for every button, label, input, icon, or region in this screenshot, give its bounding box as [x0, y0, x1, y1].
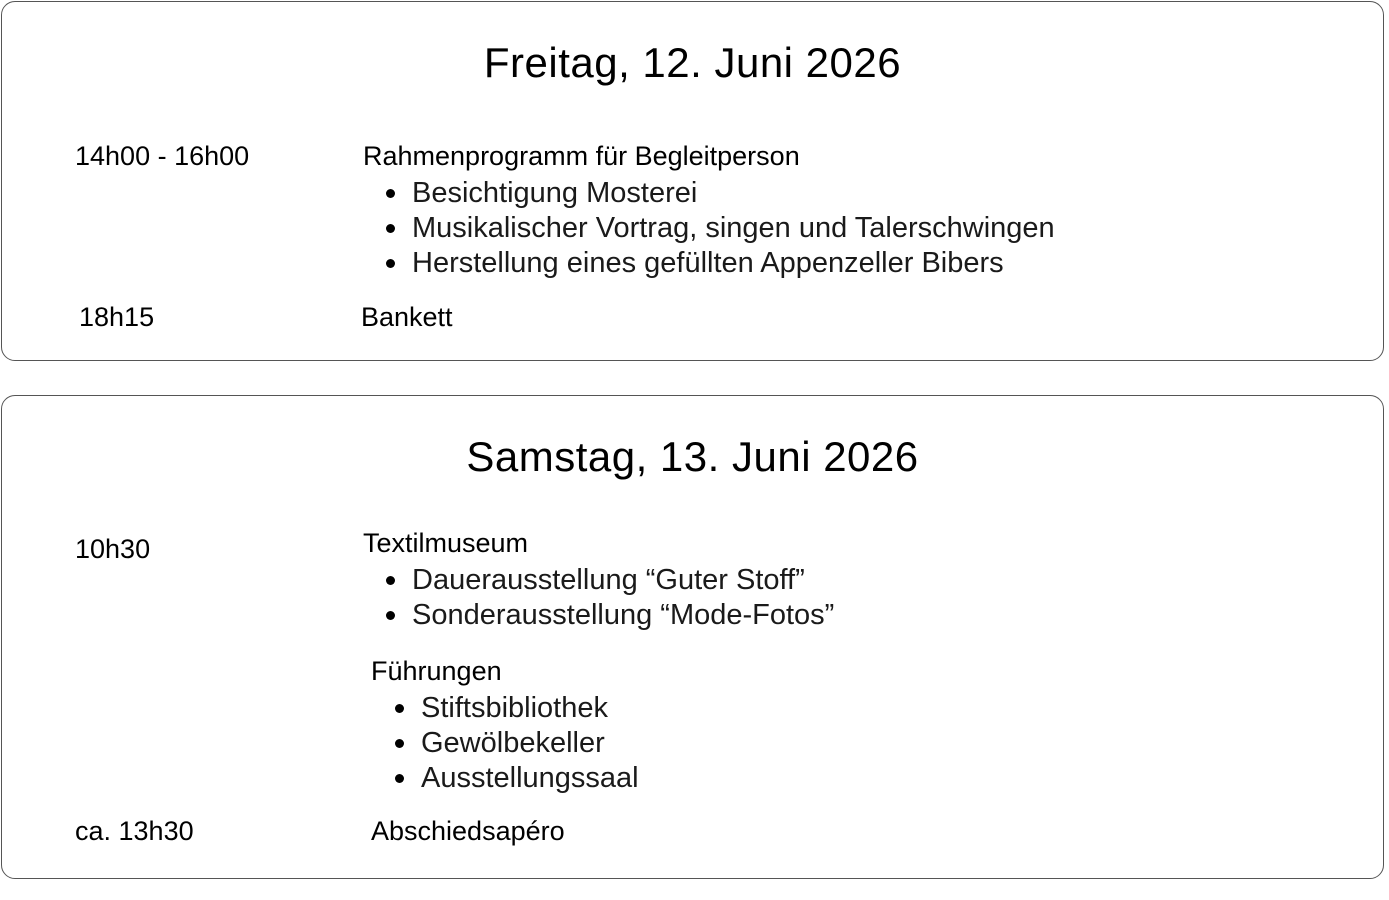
bullet-icon: [395, 739, 404, 748]
event-title: Abschiedsapéro: [371, 816, 565, 846]
list-item: [386, 211, 1055, 246]
list-item-label: Herstellung eines gefüllten Appenzeller Bibers: [412, 247, 1004, 279]
bullet-icon: [386, 224, 395, 233]
event-title: Textilmuseum: [363, 528, 529, 558]
event-item-list: [386, 176, 1055, 281]
day-title-saturday: Samstag, 13. Juni 2026: [466, 433, 919, 480]
saturday-schedule-card: [1, 395, 1384, 879]
friday-schedule-card: [1, 1, 1384, 361]
event-time: 10h30: [75, 534, 151, 564]
list-item-label: Dauerausstellung “Guter Stoff”: [412, 564, 805, 596]
bullet-icon: [386, 611, 395, 620]
bullet-icon: [395, 774, 404, 783]
list-item-label: Ausstellungssaal: [421, 762, 639, 794]
list-item: [386, 176, 1055, 211]
list-item-label: Sonderausstellung “Mode-Fotos”: [412, 599, 835, 631]
event-item-list: [386, 563, 834, 633]
day-title-friday: Freitag, 12. Juni 2026: [483, 39, 902, 86]
event-title: Führungen: [371, 656, 502, 686]
event-time: 18h15: [79, 302, 155, 332]
list-item: [386, 563, 834, 598]
list-item: [386, 598, 834, 633]
bullet-icon: [395, 704, 404, 713]
event-title: Bankett: [361, 302, 453, 332]
list-item-label: Musikalischer Vortrag, singen und Talerschwingen: [412, 212, 1055, 244]
list-item-label: Gewölbekeller: [421, 727, 605, 759]
bullet-icon: [386, 259, 395, 268]
list-item: [395, 761, 639, 796]
event-time: 14h00 - 16h00: [75, 141, 250, 171]
bullet-icon: [386, 576, 395, 585]
list-item: [395, 691, 639, 726]
bullet-icon: [386, 189, 395, 198]
list-item-label: Besichtigung Mosterei: [412, 177, 698, 209]
list-item-label: Stiftsbibliothek: [421, 692, 608, 724]
event-item-list: [395, 691, 639, 796]
event-time: ca. 13h30: [75, 816, 194, 846]
list-item: [395, 726, 639, 761]
list-item: [386, 246, 1055, 281]
event-title: Rahmenprogramm für Begleitperson: [363, 141, 800, 171]
